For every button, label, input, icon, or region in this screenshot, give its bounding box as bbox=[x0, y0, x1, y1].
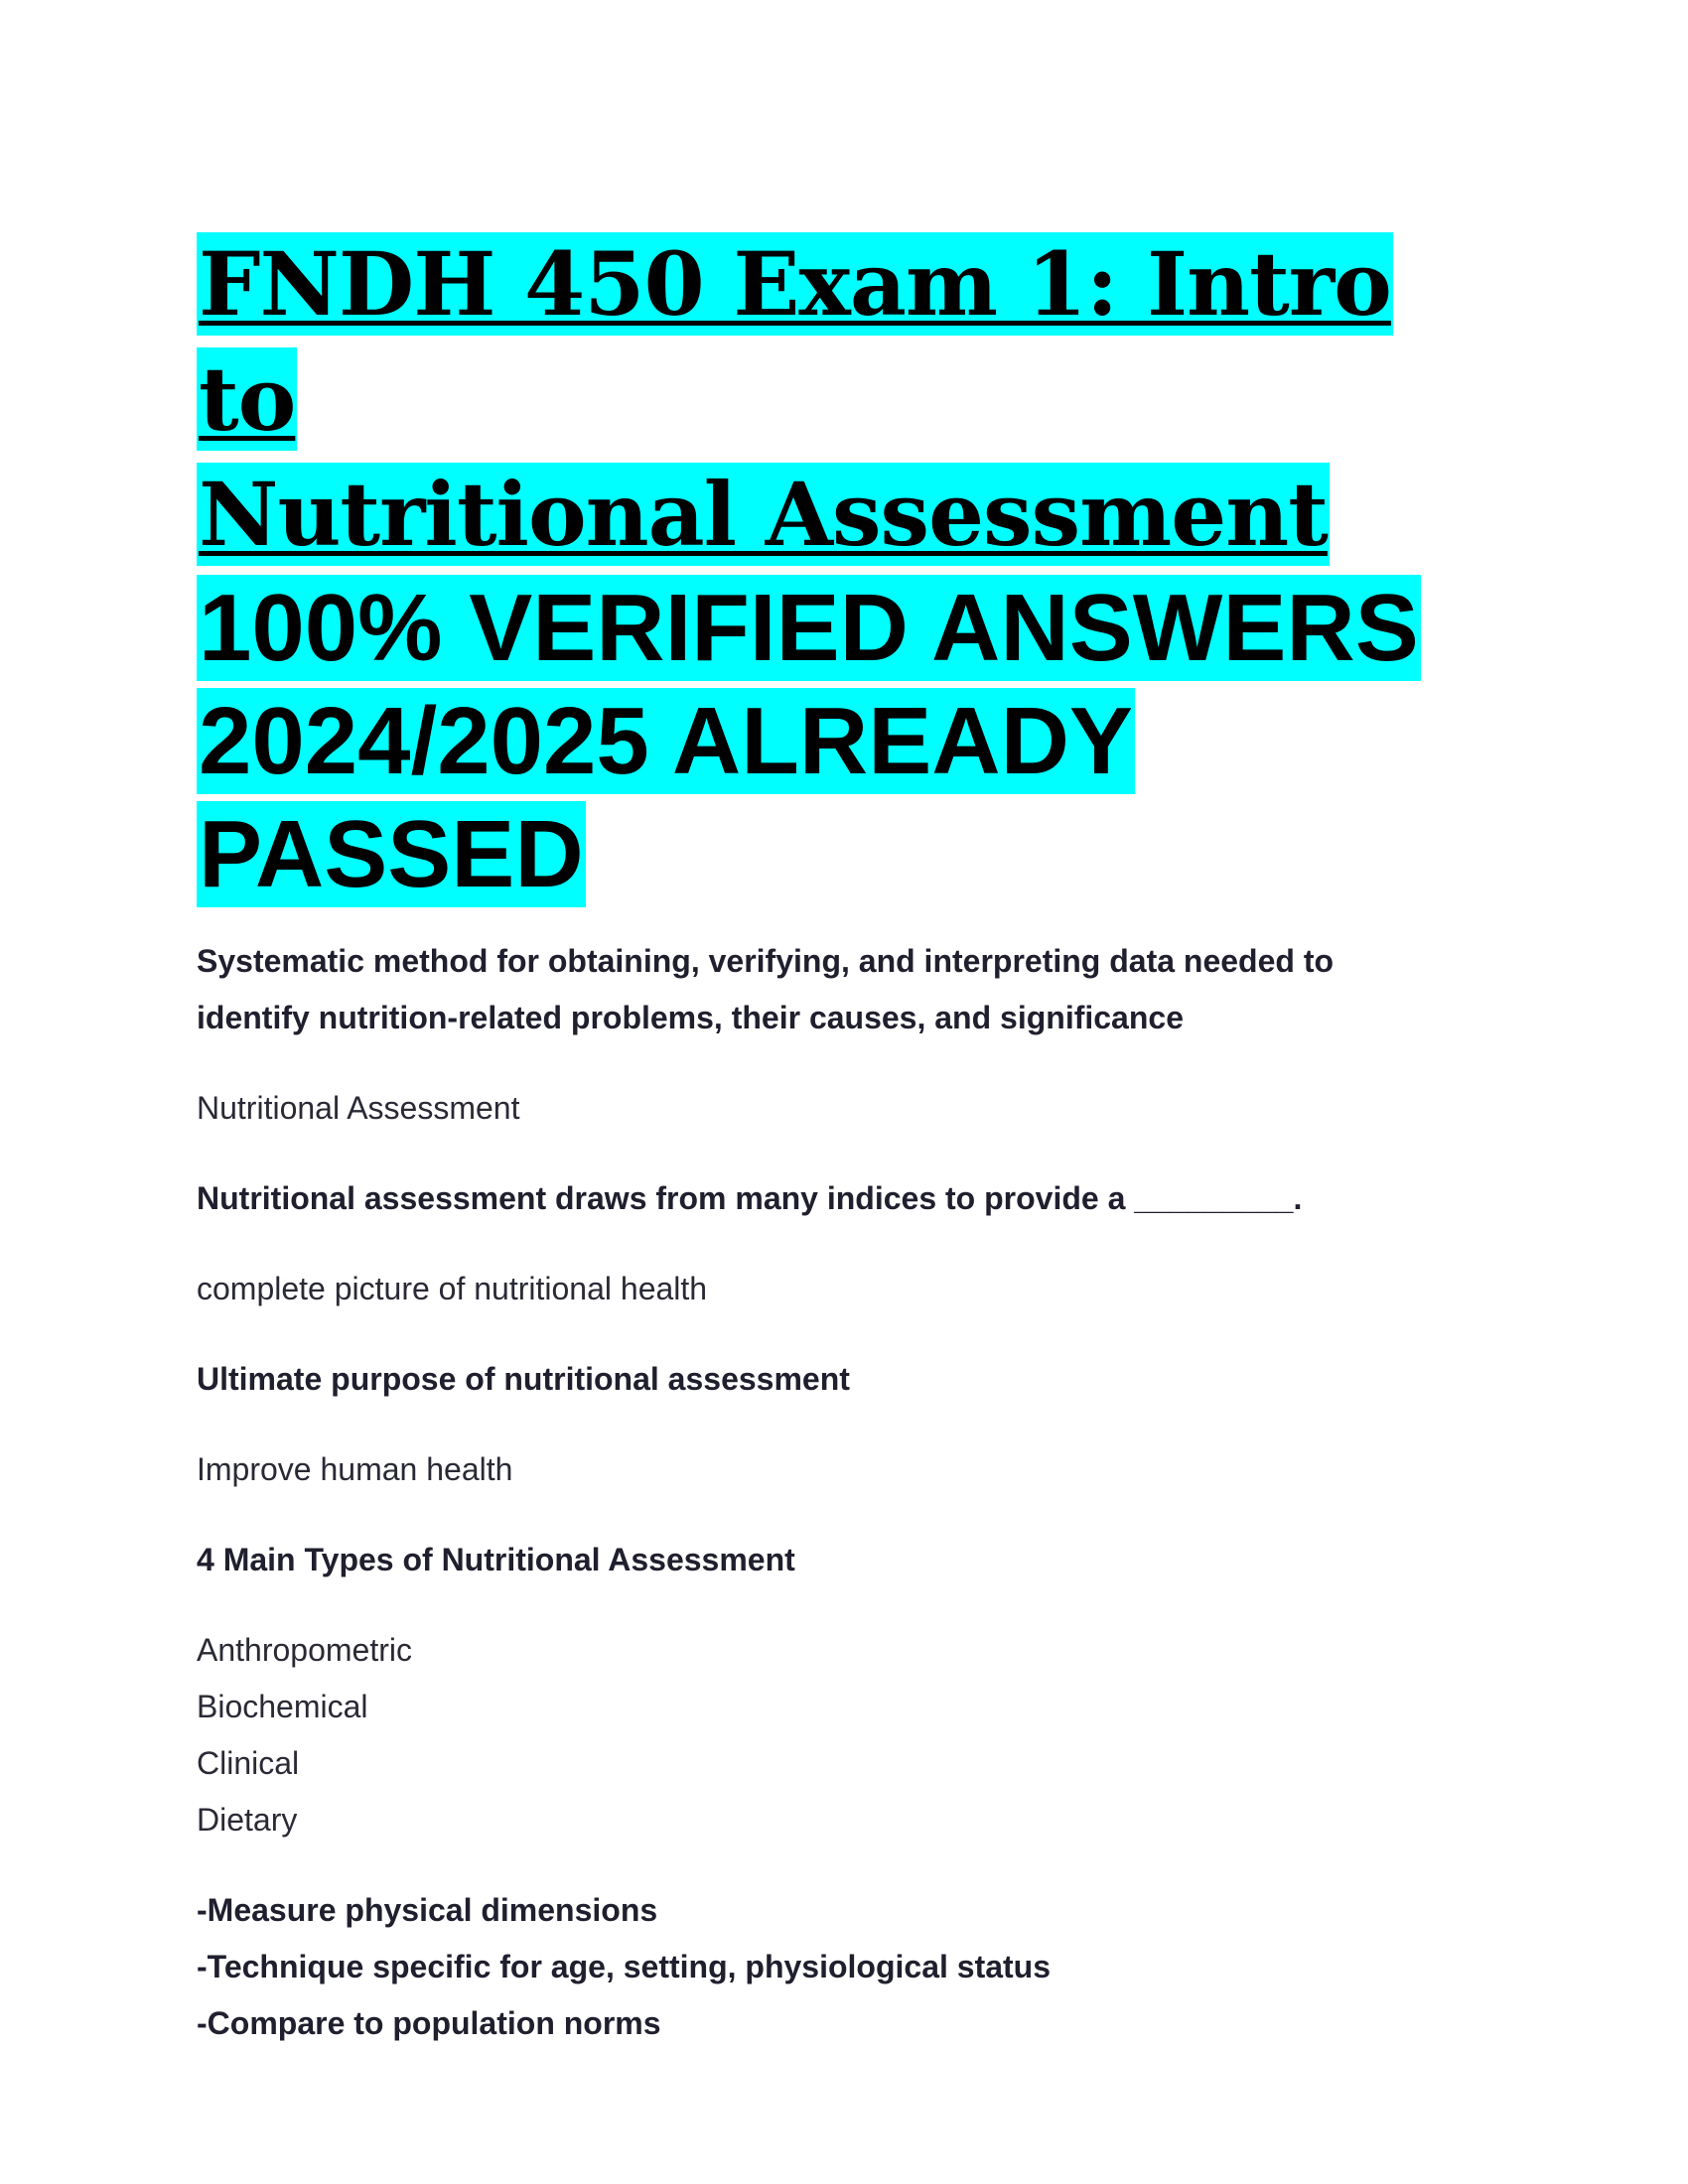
question: 4 Main Types of Nutritional Assessment bbox=[197, 1542, 795, 1577]
title-line-2: Nutritional Assessment bbox=[199, 463, 1328, 566]
qa-list bbox=[197, 933, 1507, 2052]
answer-list bbox=[197, 1622, 1507, 1848]
title-line-4: 2024/2025 ALREADY bbox=[199, 688, 1133, 794]
answer-line: Clinical bbox=[197, 1745, 300, 1781]
answer-line: Anthropometric bbox=[197, 1632, 412, 1668]
answer: Nutritional Assessment bbox=[197, 1090, 520, 1126]
document-title bbox=[197, 226, 1507, 911]
answer: complete picture of nutritional health bbox=[197, 1271, 708, 1306]
question: Systematic method for obtaining, verifying, and interpreting data needed to identify nutrition-related problems, their causes, and significance bbox=[197, 943, 1335, 1035]
title-line-5: PASSED bbox=[199, 801, 584, 907]
document-page bbox=[197, 226, 1507, 2052]
title-line-3: 100% VERIFIED ANSWERS bbox=[199, 575, 1419, 681]
question: -Measure physical dimensions -Technique specific for age, setting, physiological status -Compare to population norms bbox=[197, 1892, 1052, 2041]
answer-line: Biochemical bbox=[197, 1689, 368, 1724]
qa-item bbox=[197, 933, 1507, 1170]
qa-item bbox=[197, 1351, 1507, 1532]
qa-item bbox=[197, 1170, 1507, 1351]
answer: Improve human health bbox=[197, 1451, 513, 1487]
qa-item bbox=[197, 1882, 1507, 2052]
qa-item bbox=[197, 1532, 1507, 1882]
title-line-1: FNDH 450 Exam 1: Intro to bbox=[199, 232, 1391, 451]
question: Ultimate purpose of nutritional assessment bbox=[197, 1361, 850, 1397]
answer-line: Dietary bbox=[197, 1802, 298, 1838]
question: Nutritional assessment draws from many indices to provide a _________. bbox=[197, 1180, 1303, 1216]
